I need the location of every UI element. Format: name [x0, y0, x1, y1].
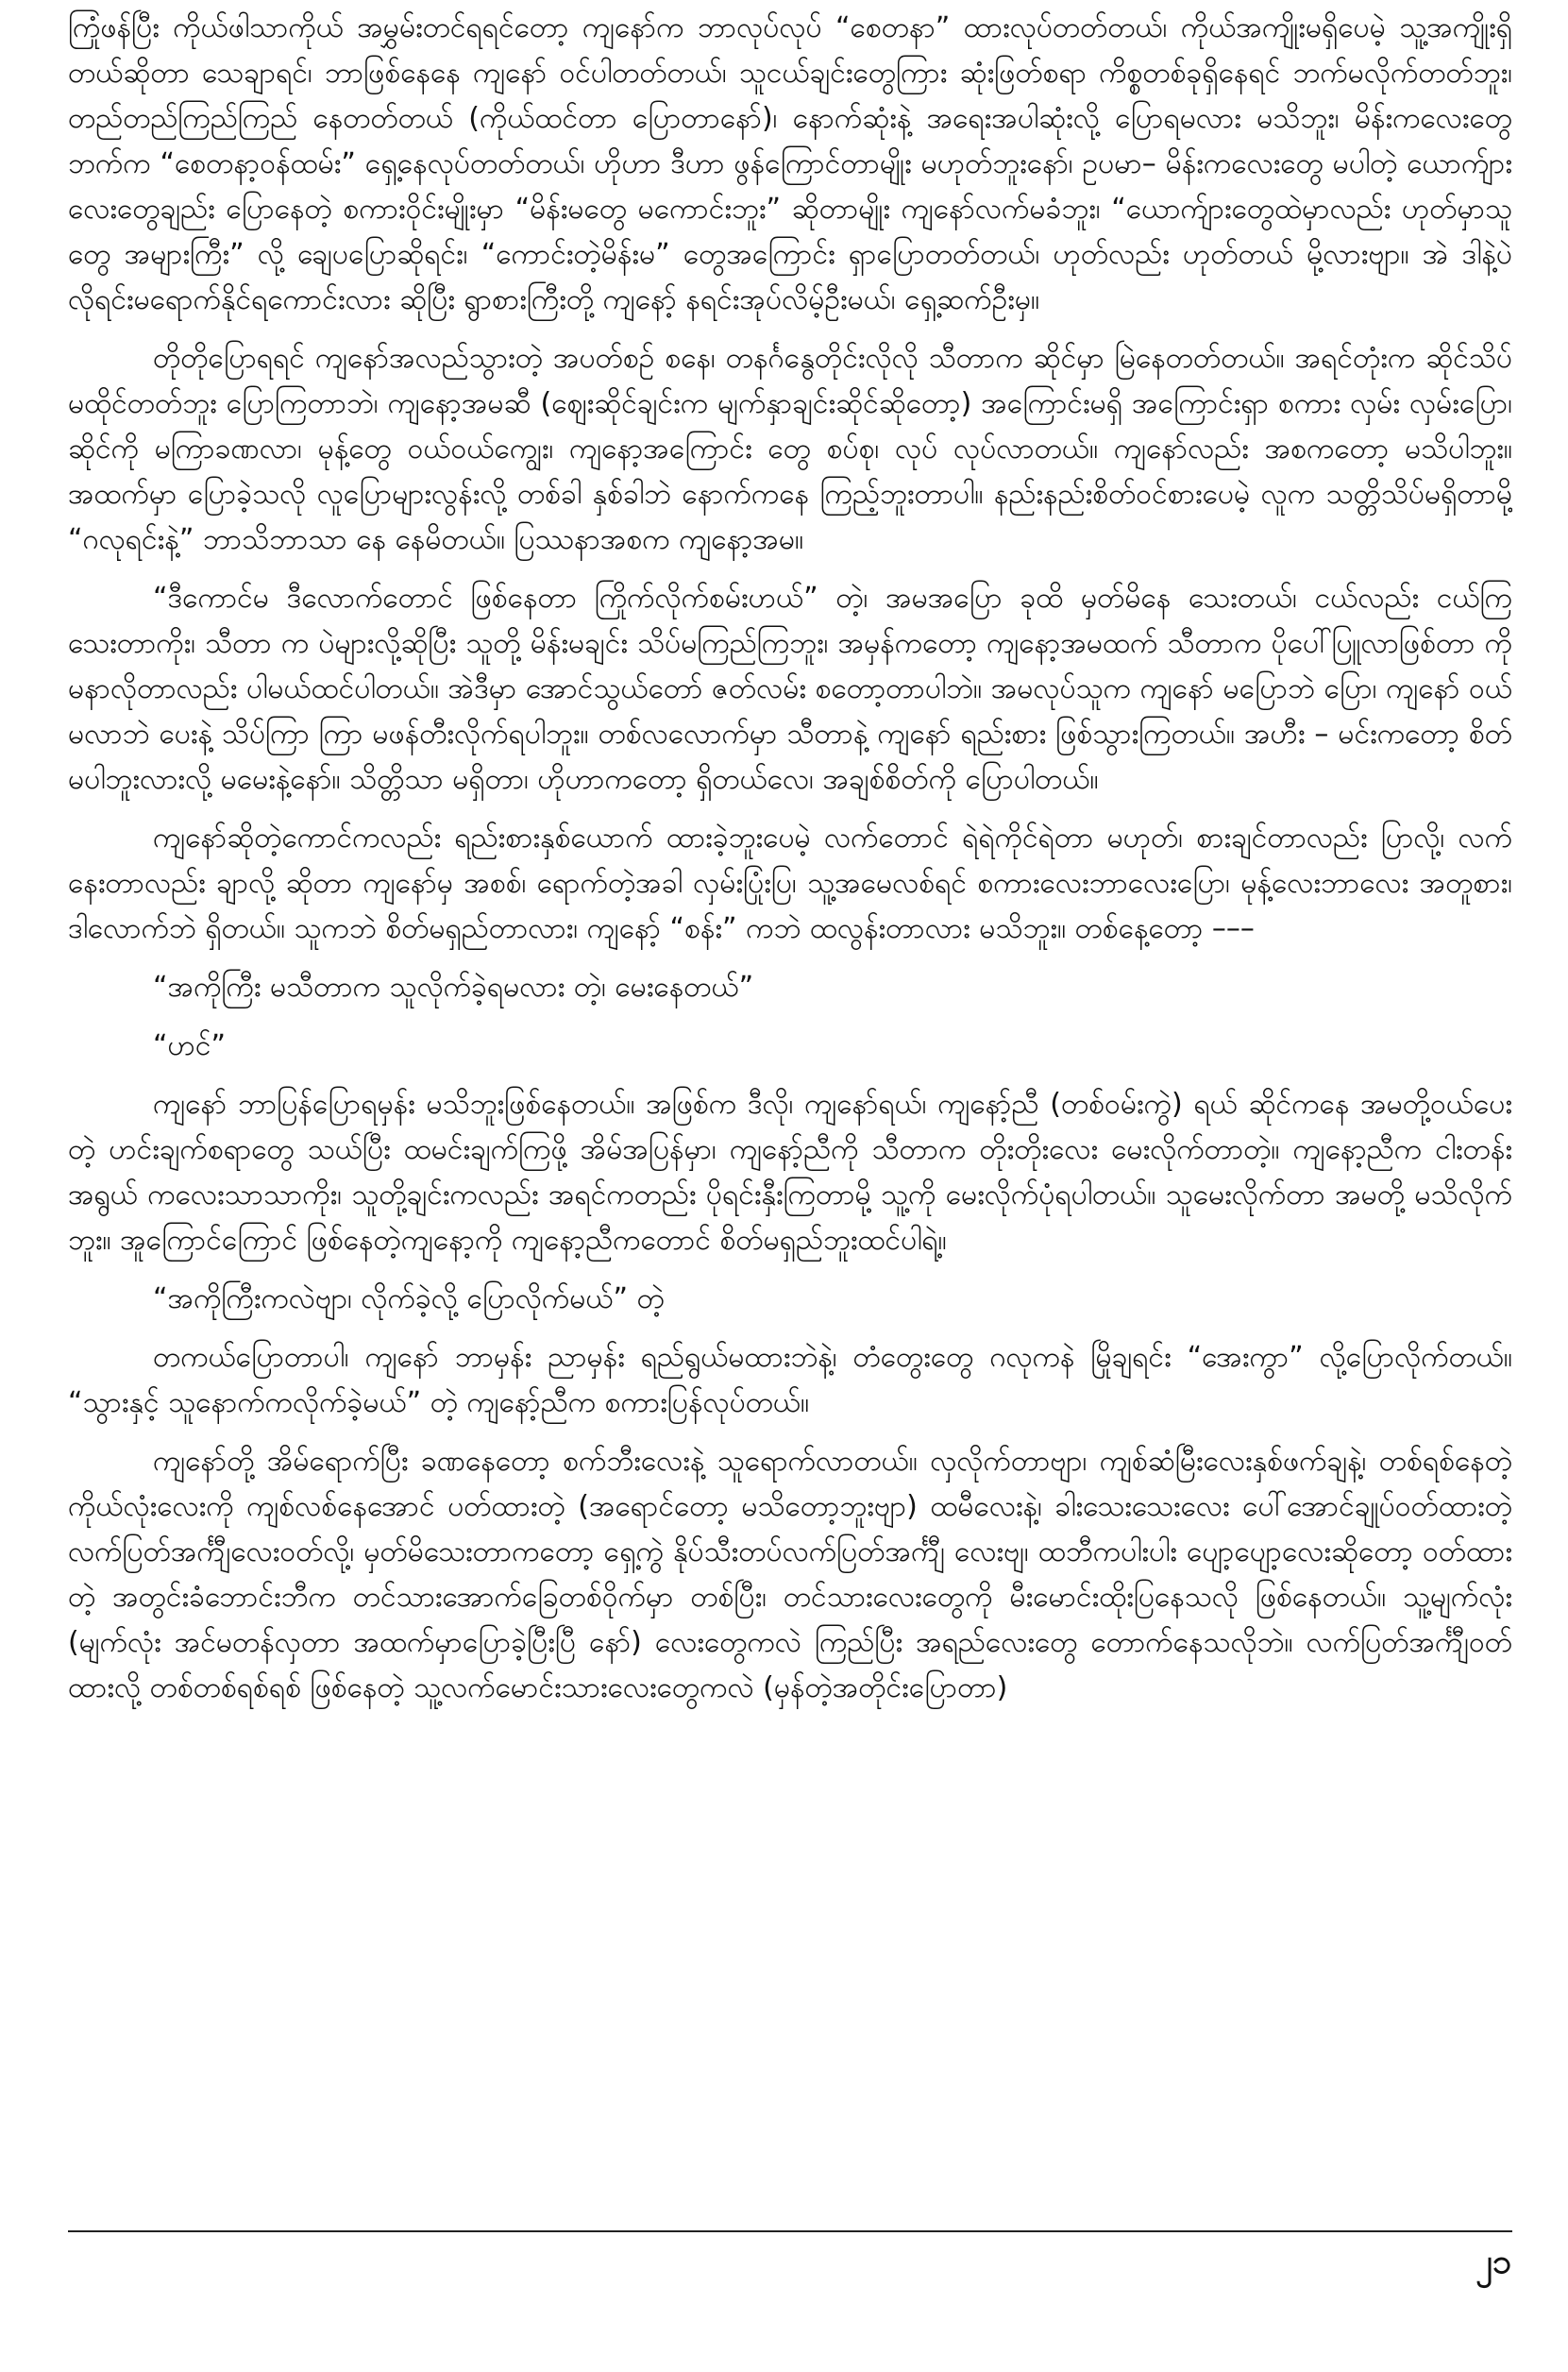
paragraph: ကြုံဖန်ပြီး ကိုယ်ဖါသာကိုယ် အမွှမ်းတင်ရရင်တော့ ကျနော်က ဘာလုပ်လုပ် “စေတနာ” ထားလုပ်တတ်တယ်၊ ကိုယ်အကျိုးမရှိပေမဲ့ သူ့အကျိုးရှိတယ်ဆိုတာ သေချာရင်၊ ဘာဖြစ်နေနေ ကျနော် ဝင်ပါတတ်တယ်၊ သူငယ်ချင်းတွေကြား ဆုံးဖြတ်စရာ ကိစ္စတစ်ခုရှိနေရင် ဘက်မလိုက်တတ်ဘူး၊ တည်တည်ကြည်ကြည် နေတတ်တယ် (ကိုယ်ထင်တာ ပြောတာနော်)၊ နောက်ဆုံးနဲ့ အရေးအပါဆုံးလို့ ပြောရမလား မသိဘူး၊ မိန်းကလေးတွေ ဘက်က “စေတနာ့ဝန်ထမ်း” ရှေ့နေလုပ်တတ်တယ်၊ ဟိုဟာ ဒီဟာ ဖွန်ကြောင်တာမျိုး မဟုတ်ဘူးနော်၊ ဥပမာ– မိန်းကလေးတွေ မပါတဲ့ ယောက်ျားလေးတွေချည်း ပြောနေတဲ့ စကားဝိုင်းမျိုးမှာ “မိန်းမတွေ မကောင်းဘူး” ဆိုတာမျိုး ကျနော်လက်မခံဘူး၊ “ယောက်ျားတွေထဲမှာလည်း ဟုတ်မှာသူတွေ အများကြီး” လို့ ချေပပြောဆိုရင်း၊ “ကောင်းတဲ့မိန်းမ” တွေအကြောင်း ရှာပြောတတ်တယ်၊ ဟုတ်လည်း ဟုတ်တယ် မို့လားဗျာ။ အဲ ဒါနဲ့ပဲ လိုရင်းမရောက်နိုင်ရကောင်းလား ဆိုပြီး ရွာစားကြီးတို့ ကျနော့် နရင်းအုပ်လိမ့်ဦးမယ်၊ ရှေ့ဆက်ဦးမှ။: [68, 11, 1512, 316]
page-number: ၂၁: [1475, 2243, 1511, 2281]
footer-divider: [68, 2230, 1512, 2232]
paragraph: ကျနော် ဘာပြန်ပြောရမှန်း မသိဘူးဖြစ်နေတယ်။ အဖြစ်က ဒီလို၊ ကျနော်ရယ်၊ ကျနော့်ညီ (တစ်ဝမ်းကွဲ) ရယ် ဆိုင်ကနေ အမတို့ဝယ်ပေးတဲ့ ဟင်းချက်စရာတွေ သယ်ပြီး ထမင်းချက်ကြဖို့ အိမ်အပြန်မှာ၊ ကျနော့်ညီကို သီတာက တိုးတိုးလေး မေးလိုက်တာတဲ့။ ကျနော့ညီက ငါးတန်းအရွယ် ကလေးသာသာကိုး၊ သူတို့ချင်းကလည်း အရင်ကတည်း ပိုရင်းနှီးကြတာမို့ သူ့ကို မေးလိုက်ပုံရပါတယ်။ သူမေးလိုက်တာ အမတို့ မသိလိုက်ဘူး။ အူကြောင်ကြောင် ဖြစ်နေတဲ့ကျနော့ကို ကျနော့ညီကတောင် စိတ်မရှည်ဘူးထင်ပါရဲ့။: [68, 1088, 1512, 1257]
dialogue-line: “ဟင်”: [153, 1029, 227, 1062]
paragraph: တကယ်ပြောတာပါ၊ ကျနော် ဘာမှန်း ညာမှန်း ရည်ရွယ်မထားဘဲနဲ့၊ တံတွေးတွေ ဂလုကနဲ မြိုချရင်း “အေးကွာ” လို့ပြောလိုက်တယ်။ “သွားနှင့် သူနောက်ကလိုက်ခဲ့မယ်” တဲ့ ကျနော့်ညီက စကားပြန်လုပ်တယ်။: [68, 1341, 1512, 1419]
body-text: [68, 6, 1512, 2168]
paragraph: “ဒီကောင်မ ဒီလောက်တောင် ဖြစ်နေတာ ကြိုက်လိုက်စမ်းဟယ်” တဲ့၊ အမအပြော ခုထိ မှတ်မိနေ သေးတယ်၊ ငယ်လည်း ငယ်ကြသေးတာကိုး၊ သီတာ က ပဲများလို့ဆိုပြီး သူတို့ မိန်းမချင်း သိပ်မကြည်ကြဘူး၊ အမှန်ကတော့ ကျနော့အမထက် သီတာက ပိုပေါ်ပြူလာဖြစ်တာ ကို မနာလိုတာလည်း ပါမယ်ထင်ပါတယ်။ အဲဒီမှာ အောင်သွယ်တော် ဇတ်လမ်း စတော့တာပါဘဲ။ အမလုပ်သူက ကျနော် မပြောဘဲ ပြော၊ ကျနော် ဝယ်မလာဘဲ ပေးနဲ့ သိပ်ကြာ ကြာ မဖန်တီးလိုက်ရပါဘူး။ တစ်လလောက်မှာ သီတာနဲ့ ကျနော် ရည်းစား ဖြစ်သွားကြတယ်။ အဟီး – မင်းကတော့ စိတ်မပါဘူးလားလို့ မမေးနဲ့နော်။ သိတ္တိသာ မရှိတာ၊ ဟိုဟာကတော့ ရှိတယ်လေ၊ အချစ်စိတ်ကို ပြောပါတယ်။: [68, 582, 1512, 796]
paragraph: တိုတိုပြောရရင် ကျနော်အလည်သွားတဲ့ အပတ်စဉ် စနေ၊ တနင်္ဂနွေတိုင်းလိုလို သီတာက ဆိုင်မှာ မြဲနေတတ်တယ်။ အရင်တုံးက ဆိုင်သိပ်မထိုင်တတ်ဘူး ပြောကြတာဘဲ၊ ကျနော့အမဆီ (ဈေးဆိုင်ချင်းက မျက်နှာချင်းဆိုင်ဆိုတော့) အကြောင်းမရှိ အကြောင်းရှာ စကား လှမ်း လှမ်းပြော၊ ဆိုင်ကို မကြာခဏလာ၊ မုန့်တွေ ဝယ်ဝယ်ကျွေး၊ ကျနော့အကြောင်း တွေ စပ်စု၊ လုပ် လုပ်လာတယ်။ ကျနော်လည်း အစကတော့ မသိပါဘူး။ အထက်မှာ ပြောခဲ့သလို လူပြောများလွန်းလို့ တစ်ခါ နှစ်ခါဘဲ နောက်ကနေ ကြည့်ဘူးတာပါ။ နည်းနည်းစိတ်ဝင်စားပေမဲ့ လူက သတ္တိသိပ်မရှိတာမို့ “ဂလုရင်းနဲ့” ဘာသိဘာသာ နေ နေမိတယ်။ ပြဿနာအစက ကျနော့အမ။: [68, 342, 1512, 556]
paragraph: ကျနော်တို့ အိမ်ရောက်ပြီး ခဏနေတော့ စက်ဘီးလေးနဲ့ သူရောက်လာတယ်။ လှလိုက်တာဗျာ၊ ကျစ်ဆံမြီးလေးနှစ်ဖက်ချနဲ့၊ တစ်ရစ်နေတဲ့ ကိုယ်လုံးလေးကို ကျစ်လစ်နေအောင် ပတ်ထားတဲ့ (အရောင်တော့ မသိတော့ဘူးဗျာ) ထမီလေးနဲ့၊ ခါးသေးသေးလေး ပေါ်အောင်ချုပ်ဝတ်ထားတဲ့ လက်ပြတ်အင်္ကျီလေးဝတ်လို့၊ မှတ်မိသေးတာကတော့ ရှေ့ကွဲ နိုပ်သီးတပ်လက်ပြတ်အင်္ကျီ လေးဗျ၊ ထဘီကပါးပါး ပျော့ပျော့လေးဆိုတော့ ဝတ်ထားတဲ့ အတွင်းခံဘောင်းဘီက တင်သားအောက်ခြေတစ်ဝိုက်မှာ တစ်ပြီး၊ တင်သားလေးတွေကို မီးမောင်းထိုးပြနေသလို ဖြစ်နေတယ်။ သူ့မျက်လုံး (မျက်လုံး အင်မတန်လှတာ အထက်မှာပြောခဲ့ပြီးပြီ နော်) လေးတွေကလဲ ကြည်ပြီး အရည်လေးတွေ တောက်နေသလိုဘဲ။ လက်ပြတ်အင်္ကျီဝတ်ထားလို့ တစ်တစ်ရစ်ရစ် ဖြစ်နေတဲ့ သူ့လက်မောင်းသားလေးတွေကလဲ (မှန်တဲ့အတိုင်းပြောတာ): [68, 1445, 1512, 1704]
dialogue-line: “အကိုကြီး မသီတာက သူလိုက်ခဲ့ရမလား တဲ့၊ မေးနေတယ်”: [153, 971, 754, 1004]
dialogue-line: “အကိုကြီးကလဲဗျာ၊ လိုက်ခဲ့လို့ ပြောလိုက်မယ်” တဲ့: [153, 1282, 665, 1315]
paragraph: ကျနော်ဆိုတဲ့ကောင်ကလည်း ရည်းစားနှစ်ယောက် ထားခဲ့ဘူးပေမဲ့ လက်တောင် ရဲရဲကိုင်ရဲတာ မဟုတ်၊ စားချင်တာလည်း ပြာလို့၊ လက်နေးတာလည်း ချာလို့ ဆိုတာ ကျနော်မှ အစစ်၊ ရောက်တဲ့အခါ လှမ်းပြုံးပြ၊ သူ့အမေလစ်ရင် စကားလေးဘာလေးပြော၊ မုန့်လေးဘာလေး အတူစား၊ ဒါလောက်ဘဲ ရှိတယ်။ သူကဘဲ စိတ်မရှည်တာလား၊ ကျနော့် “စန်း” ကဘဲ ထလွန်းတာလား မသိဘူး။ တစ်နေ့တော့ –––: [68, 822, 1512, 945]
